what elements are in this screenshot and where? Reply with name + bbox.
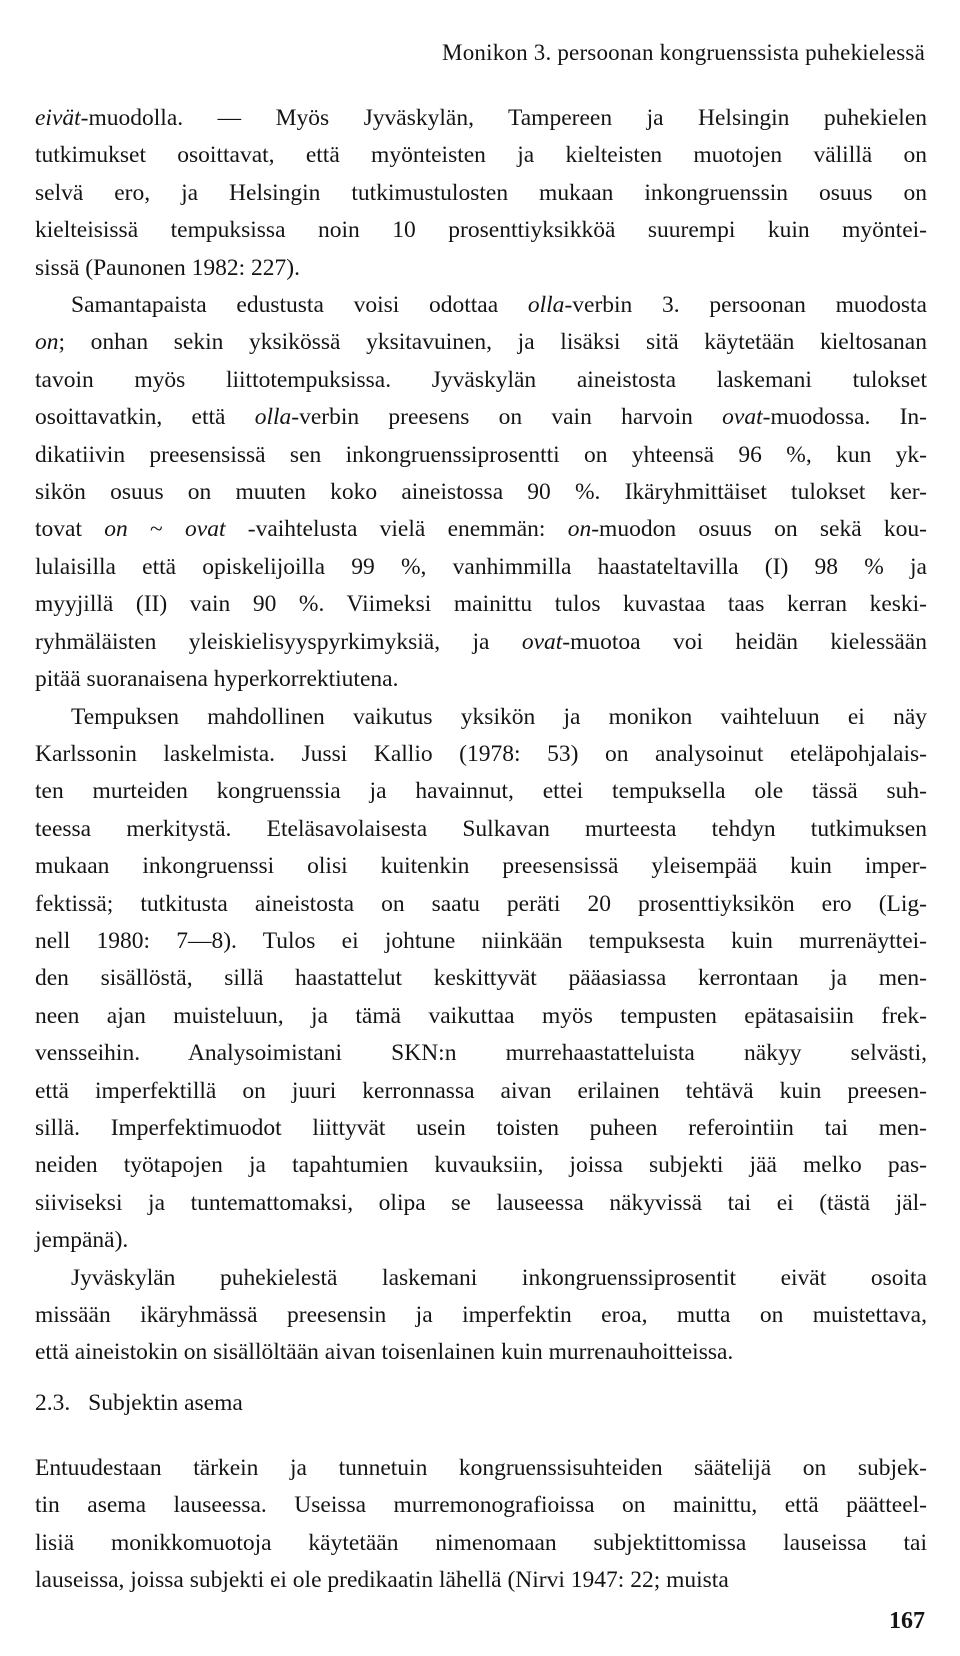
text-run: neen ajan muisteluun, ja tämä vaikuttaa myös tempusten epätasaisiin frek- [35, 1002, 927, 1029]
text-run: siiviseksi ja tuntemattomaksi, olipa se lauseessa näkyvissä tai ei (tästä jäl- [35, 1189, 927, 1216]
text-run: Tempuksen mahdollinen vaikutus yksikön ja monikon vaihteluun ei näy [71, 703, 927, 730]
text-run: osoittavatkin, että [35, 404, 255, 431]
text-run: tavoin myös liittotempuksissa. Jyväskylän aineistosta laskemani tulokset [35, 366, 927, 393]
text-run: dikatiivin preesensissä sen inkongruenssiprosentti on yhteensä 96 %, kun yk- [35, 441, 927, 468]
text-run: ; onhan sekin yksikössä yksitavuinen, ja lisäksi sitä käytetään kieltosanan [58, 329, 927, 356]
text-run: nell 1980: 7—8). Tulos ei johtune niinkään tempuksesta kuin murrenäyttei- [35, 927, 927, 954]
text-line [35, 811, 927, 848]
text-line [35, 1297, 927, 1334]
text-run: myyjillä (II) vain 90 %. Viimeksi mainittu tulos kuvastaa taas kerran keski- [35, 591, 927, 618]
text-run: fektissä; tutkitusta aineistosta on saatu peräti 20 prosenttiyksikön ero (Lig- [35, 890, 927, 917]
main-text [35, 100, 927, 1372]
paragraph [35, 100, 927, 287]
page-number: 167 [889, 1608, 925, 1634]
text-run: lulaisilla että opiskelijoilla 99 %, vanhimmilla haastateltavilla (I) 98 % ja [35, 553, 927, 580]
text-run: että aineistokin on sisällöltään aivan toisenlainen kuin murrenauhoitteissa. [35, 1339, 734, 1366]
text-line [35, 511, 927, 548]
text-run: -muodolla. — Myös Jyväskylän, Tampereen ja Helsingin puhekielen [80, 105, 927, 131]
text-run: että imperfektillä on juuri kerronnassa aivan erilainen tehtävä kuin preesen- [35, 1077, 927, 1104]
text-run: -verbin 3. persoonan muodosta [564, 292, 927, 319]
text-run: ten murteiden kongruenssia ja havainnut, ettei tempuksella ole tässä suh- [35, 778, 927, 805]
text-line [35, 773, 927, 810]
text-run: kielteisissä tempuksissa noin 10 prosenttiyksikköä suurempi kuin myöntei- [35, 217, 927, 244]
text-line [35, 1035, 927, 1072]
text-run: -vaihtelusta vielä enemmän: [225, 516, 568, 543]
text-line [35, 1334, 927, 1371]
italic-word: ovat [722, 404, 763, 431]
text-run: Jyväskylän puhekielestä laskemani inkongruenssiprosentit eivät osoita [71, 1264, 927, 1291]
text-line [35, 1147, 927, 1184]
text-line [35, 736, 927, 773]
text-run: jempänä). [35, 1227, 129, 1254]
text-line [35, 287, 927, 324]
text-line [35, 1185, 927, 1222]
text-run: mukaan inkongruenssi olisi kuitenkin preesensissä yleisempää kuin imper- [35, 853, 927, 880]
text-line [35, 437, 927, 474]
text-run: Entuudestaan tärkein ja tunnetuin kongruenssisuhteiden säätelijä on subjek- [35, 1455, 927, 1481]
text-line [35, 960, 927, 997]
text-run: -muotoa voi heidän kielessään [562, 628, 927, 655]
text-run: -verbin preesens on vain harvoin [291, 404, 723, 431]
text-run: -muodossa. In- [762, 404, 927, 431]
text-line [35, 624, 927, 661]
italic-word: on [35, 329, 59, 356]
text-run: ~ [127, 516, 186, 543]
text-run: missään ikäryhmässä preesensin ja imperfektin eroa, mutta on muistettava, [35, 1302, 927, 1328]
text-line [35, 1525, 927, 1562]
text-line [35, 474, 927, 511]
text-line [35, 137, 927, 174]
text-run: tin asema lauseessa. Useissa murremonografioissa on mainittu, että päätteel- [35, 1492, 927, 1519]
italic-word: on [567, 516, 592, 543]
section-number: 2.3. [35, 1390, 71, 1416]
text-run: lisiä monikkomuotoja käytetään nimenomaan subjektittomissa lauseissa tai [35, 1529, 927, 1556]
text-run: sillä. Imperfektimuodot liittyvät usein toisten puheen referointiin tai men- [35, 1114, 927, 1141]
running-head: Monikon 3. persoonan kongruenssista puhekielessä [442, 40, 925, 65]
text-run: vensseihin. Analysoimistani SKN:n murrehaastatteluista näkyy selvästi, [35, 1040, 927, 1067]
italic-word: eivät [35, 105, 81, 131]
text-run: Samantapaista edustusta voisi odottaa [71, 292, 528, 319]
section-text [35, 1450, 927, 1600]
text-line [35, 1222, 927, 1259]
paragraph [35, 1450, 927, 1600]
text-line [35, 1450, 927, 1487]
text-line [35, 362, 927, 399]
text-line [35, 175, 927, 212]
text-line [35, 549, 927, 586]
text-run: -muodon osuus on sekä kou- [591, 516, 927, 543]
text-line [35, 998, 927, 1035]
paragraph [35, 699, 927, 1260]
text-line [35, 848, 927, 885]
paragraph [35, 287, 927, 698]
text-line [35, 1260, 927, 1297]
text-line [35, 1073, 927, 1110]
text-run: tutkimukset osoittavat, että myönteisten ja kielteisten muotojen välillä on [35, 142, 927, 169]
text-run: pitää suoranaisena hyperkorrektiutena. [35, 666, 399, 693]
text-run: lauseissa, joissa subjekti ei ole predikaatin lähellä (Nirvi 1947: 22; muista [35, 1567, 729, 1594]
text-run: sissä (Paunonen 1982: 227). [35, 254, 301, 281]
italic-word: on [104, 516, 128, 543]
text-line [35, 923, 927, 960]
text-run: den sisällöstä, sillä haastattelut keskittyvät pääasiassa kerrontaan ja men- [35, 965, 927, 992]
italic-word: olla [527, 292, 565, 319]
text-line [35, 1110, 927, 1147]
italic-word: ovat [185, 516, 226, 543]
paragraph [35, 1260, 927, 1372]
text-line [35, 100, 927, 137]
text-line [35, 699, 927, 736]
text-line [35, 886, 927, 923]
text-line [35, 212, 927, 249]
section-title: Subjektin asema [88, 1390, 243, 1416]
text-run: sikön osuus on muuten koko aineistossa 90 %. Ikäryhmittäiset tulokset ker- [35, 479, 927, 506]
section-heading [35, 1390, 243, 1417]
text-run: neiden työtapojen ja tapahtumien kuvauksiin, joissa subjekti jää melko pas- [35, 1152, 927, 1179]
text-line [35, 250, 927, 287]
italic-word: olla [254, 404, 292, 431]
text-line [35, 1562, 927, 1599]
text-run: teessa merkitystä. Eteläsavolaisesta Sulkavan murteesta tehdyn tutkimuksen [35, 815, 927, 842]
text-run: ryhmäläisten yleiskielisyyspyrkimyksiä, ja [35, 628, 522, 655]
text-line [35, 1487, 927, 1524]
text-run: selvä ero, ja Helsingin tutkimustulosten mukaan inkongruenssin osuus on [35, 179, 927, 206]
text-line [35, 661, 927, 698]
text-run: Karlssonin laskelmista. Jussi Kallio (1978: 53) on analysoinut eteläpohjalais- [35, 740, 927, 767]
text-line [35, 399, 927, 436]
text-run: tovat [35, 516, 105, 543]
text-line [35, 586, 927, 623]
text-line [35, 324, 927, 361]
italic-word: ovat [521, 628, 563, 655]
